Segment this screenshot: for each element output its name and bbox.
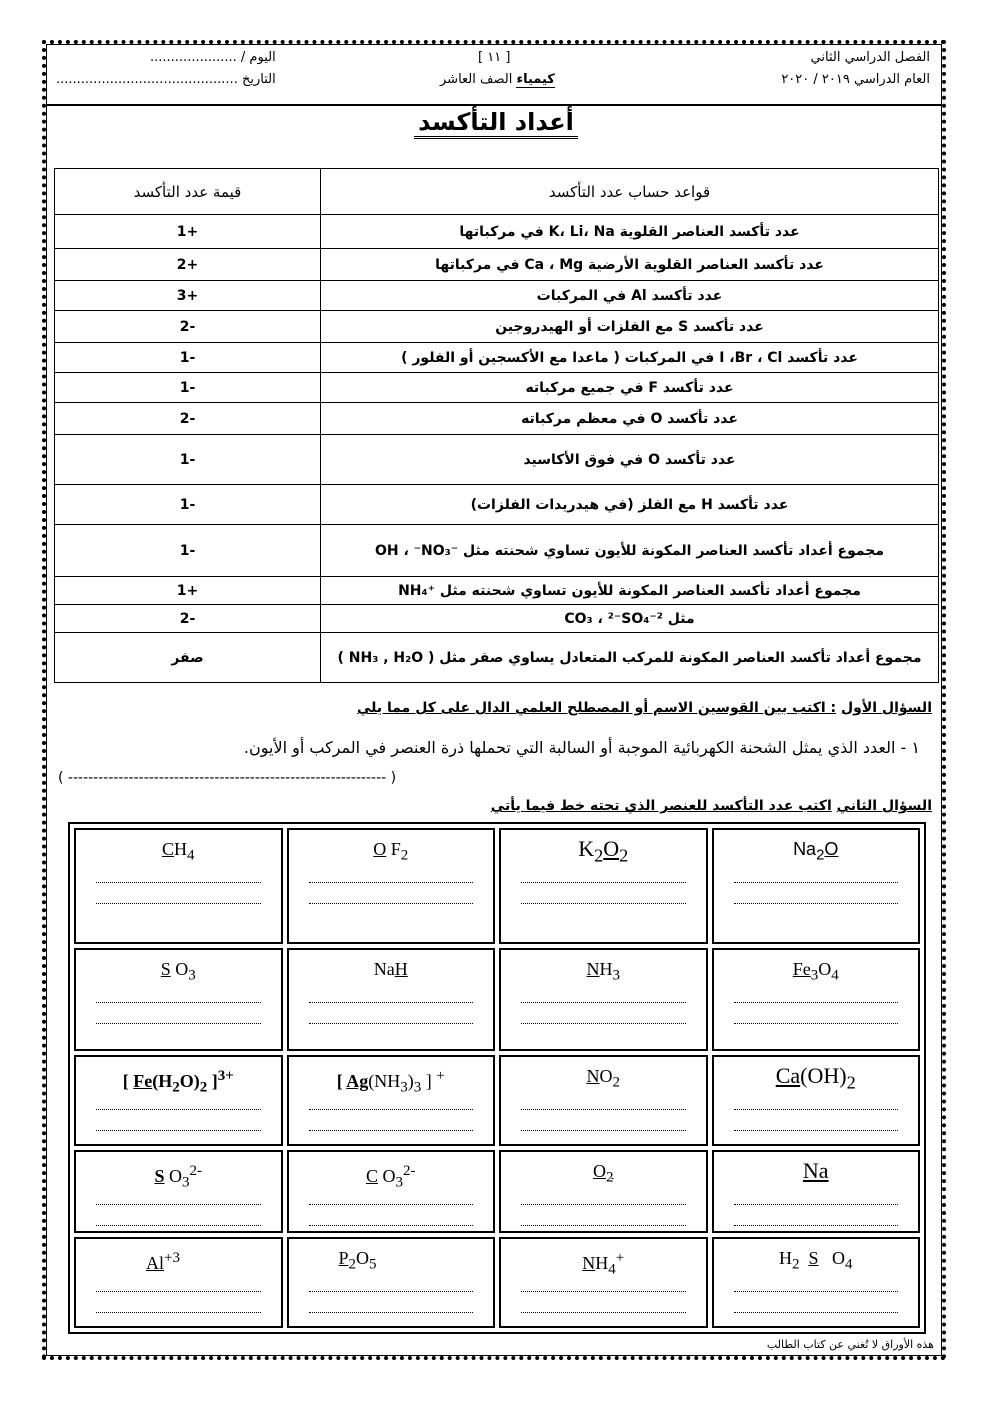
exercise-cell (287, 1055, 496, 1146)
answer-line[interactable] (734, 1271, 899, 1292)
answer-line[interactable] (734, 1089, 899, 1110)
answer-line[interactable] (734, 1205, 899, 1226)
answer-line[interactable] (734, 883, 899, 904)
question1-answer-blank[interactable]: ( --------------------------------------------------------------- ) (58, 770, 397, 786)
grid-row (74, 828, 920, 944)
exercise-cell (499, 948, 708, 1051)
answer-line[interactable] (96, 883, 261, 904)
rule-cell: عدد تأكسد O في معظم مركباته (321, 403, 939, 435)
rule-cell: عدد تأكسد F في جميع مركباته (321, 373, 939, 403)
exercise-cell (499, 1150, 708, 1233)
question1-heading (357, 700, 932, 716)
formula-so3-ion: S $O_3^{2-}$ (154, 1163, 202, 1191)
exercise-cell (74, 1237, 283, 1328)
answer-line[interactable] (96, 982, 261, 1003)
exercise-cell (74, 1150, 283, 1233)
table-row (55, 373, 939, 403)
table-row (55, 249, 939, 281)
answer-line[interactable] (96, 1003, 261, 1024)
value-cell: +1 (55, 215, 321, 249)
value-cell: -1 (55, 485, 321, 525)
answer-line[interactable] (521, 1089, 686, 1110)
exercise-cell (712, 828, 921, 944)
answer-line[interactable] (309, 862, 474, 883)
rule-cell: عدد تأكسد H مع الفلز (في هيدريدات الفلزات) (321, 485, 939, 525)
exercise-cell (287, 1237, 496, 1328)
value-cell: -1 (55, 435, 321, 485)
question2-instruction: اكتب عدد التأكسد للعنصر الذي تحته خط فيما يأتي (490, 798, 832, 814)
subject-label: كيمياء (516, 72, 555, 87)
answer-line[interactable] (309, 1184, 474, 1205)
answer-line[interactable] (309, 1089, 474, 1110)
grid-row (74, 1150, 920, 1233)
exercise-grid (68, 822, 926, 1334)
footer-note: هذه الأوراق لا تُغني عن كتاب الطالب (766, 1338, 934, 1351)
table-row (55, 311, 939, 343)
formula-al-ion: $Al^{+3}$ (146, 1249, 180, 1273)
exercise-cell (499, 828, 708, 944)
answer-line[interactable] (521, 1205, 686, 1226)
header-rules: قواعد حساب عدد التأكسد (321, 169, 939, 215)
exercise-cell (287, 828, 496, 944)
answer-line[interactable] (521, 1110, 686, 1131)
formula-p2o5: $P_2O_5$ (338, 1247, 377, 1273)
exercise-cell (499, 1055, 708, 1146)
exercise-cell (712, 1055, 921, 1146)
rule-cell: عدد تأكسد Al في المركبات (321, 281, 939, 311)
answer-line[interactable] (96, 1110, 261, 1131)
oxidation-rules-table (54, 168, 939, 683)
date-field: التاريخ ............................................ (56, 72, 276, 87)
formula-nh3: $NH_3$ (586, 958, 620, 984)
answer-line[interactable] (521, 982, 686, 1003)
answer-line[interactable] (96, 1292, 261, 1313)
answer-line[interactable] (521, 883, 686, 904)
answer-line[interactable] (734, 1003, 899, 1024)
exercise-cell (287, 948, 496, 1051)
table-row (55, 485, 939, 525)
answer-line[interactable] (521, 862, 686, 883)
answer-line[interactable] (734, 982, 899, 1003)
value-cell: صفر (55, 633, 321, 683)
table-row (55, 435, 939, 485)
grade-label: الصف العاشر (440, 72, 513, 87)
value-cell: +3 (55, 281, 321, 311)
table-row (55, 633, 939, 683)
question2-label: السؤال الثاني (836, 798, 932, 814)
rule-cell: عدد تأكسد I ،Br ، Cl في المركبات ( ماعدا مع الأكسجين أو الفلور ) (321, 343, 939, 373)
answer-line[interactable] (309, 982, 474, 1003)
grid-row (74, 1055, 920, 1146)
formula-nah: NaH (373, 958, 408, 979)
formula-of2: O $F_2$ (373, 839, 409, 864)
answer-line[interactable] (96, 1184, 261, 1205)
rule-cell: عدد تأكسد العناصر القلوية K، Li، Na في مركباتها (321, 215, 939, 249)
formula-o2: $O_2$ (593, 1161, 614, 1186)
answer-line[interactable] (309, 1271, 474, 1292)
value-cell: -1 (55, 525, 321, 577)
exercise-cell (712, 1150, 921, 1233)
formula-k2o2: $K_2O_2$ (578, 836, 629, 866)
value-cell: -2 (55, 403, 321, 435)
grid-row (74, 948, 920, 1051)
formula-fe-h2o: [ $Fe(H_2O)_2$ ]$^{3+}$ (122, 1068, 234, 1096)
table-row (55, 403, 939, 435)
rule-cell: عدد تأكسد S مع الفلزات أو الهيدروجين (321, 311, 939, 343)
header-divider (46, 104, 942, 106)
formula-so3: S $O_3$ (160, 958, 196, 984)
table-row (55, 215, 939, 249)
question2-heading (491, 798, 932, 814)
exercise-cell (74, 828, 283, 944)
table-header-row (55, 169, 939, 215)
exercise-cell (74, 948, 283, 1051)
answer-line[interactable] (521, 1003, 686, 1024)
value-cell: -1 (55, 373, 321, 403)
exercise-cell (74, 1055, 283, 1146)
formula-h2so4: $H_2$ S $O_4$ (778, 1247, 853, 1273)
header-value: قيمة عدد التأكسد (55, 169, 321, 215)
answer-line[interactable] (734, 862, 899, 883)
formula-ch4: $CH_4$ (161, 839, 195, 864)
day-field: اليوم / ..................... (150, 50, 276, 65)
grid-row (74, 1237, 920, 1328)
formula-nh4-ion: $NH_4^+$ (582, 1249, 625, 1278)
answer-line[interactable] (96, 1271, 261, 1292)
formula-caoh2: $Ca(OH)_2$ (775, 1063, 856, 1093)
answer-line[interactable] (734, 1184, 899, 1205)
value-cell: -2 (55, 311, 321, 343)
answer-line[interactable] (521, 1292, 686, 1313)
page-title: أعداد التأكسد (0, 108, 992, 136)
table-row (55, 525, 939, 577)
question1-label: السؤال الأول (841, 700, 932, 716)
answer-line[interactable] (734, 1110, 899, 1131)
table-row (55, 577, 939, 605)
exercise-cell (287, 1150, 496, 1233)
answer-line[interactable] (521, 1271, 686, 1292)
formula-co3-ion: C $O_3^{2-}$ (365, 1163, 416, 1191)
rule-cell: مجموع أعداد تأكسد العناصر المكونة للمركب المتعادل يساوي صفر مثل ( NH₃ , H₂O ) (321, 633, 939, 683)
exercise-cell (712, 948, 921, 1051)
subject-grade (440, 72, 555, 87)
formula-no2: $NO_2$ (586, 1066, 620, 1091)
answer-line[interactable] (521, 1184, 686, 1205)
answer-line[interactable] (309, 1110, 474, 1131)
table-row (55, 605, 939, 633)
answer-line[interactable] (309, 883, 474, 904)
question1-instruction: : اكتب بين القوسين الاسم أو المصطلح العلمي الدال على كل مما يلي (357, 700, 837, 716)
rule-cell: مجموع أعداد تأكسد العناصر المكونة للأيون تساوي شحنته مثل ⁻OH ، ⁻NO₃ (321, 525, 939, 577)
rule-cell: عدد تأكسد O في فوق الأكاسيد (321, 435, 939, 485)
exercise-cell (499, 1237, 708, 1328)
value-cell: -1 (55, 343, 321, 373)
value-cell: -2 (55, 605, 321, 633)
question1-item: ١ - العدد الذي يمثل الشحنة الكهربائية الموجبة أو السالبة التي تحملها ذرة العنصر في المركب أو الأيون. (243, 738, 920, 757)
rule-cell: عدد تأكسد العناصر القلوية الأرضية Ca ، Mg في مركباتها (321, 249, 939, 281)
value-cell: +2 (55, 249, 321, 281)
formula-fe3o4: $Fe_3O_4$ (792, 958, 839, 984)
answer-line[interactable] (309, 1003, 474, 1024)
exercise-cell (712, 1237, 921, 1328)
rule-cell: مثل ²⁻CO₃ ، ²⁻SO₄ (321, 605, 939, 633)
answer-line[interactable] (309, 1292, 474, 1313)
rule-cell: مجموع أعداد تأكسد العناصر المكونة للأيون تساوي شحنته مثل ⁺NH₄ (321, 577, 939, 605)
academic-year-label: العام الدراسي ٢٠١٩ / ٢٠٢٠ (781, 72, 930, 87)
semester-label: الفصل الدراسي الثاني (810, 50, 930, 65)
table-row (55, 343, 939, 373)
answer-line[interactable] (96, 862, 261, 883)
answer-line[interactable] (734, 1292, 899, 1313)
answer-line[interactable] (309, 1205, 474, 1226)
formula-na2o: $Na_2O$ (793, 839, 839, 864)
table-row (55, 281, 939, 311)
value-cell: +1 (55, 577, 321, 605)
formula-na: Na (802, 1158, 829, 1184)
formula-ag-nh3: [ $Ag(NH_3)_3$ ] + (336, 1068, 445, 1096)
answer-line[interactable] (96, 1205, 261, 1226)
page-number: [ ١١ ] (478, 50, 511, 65)
